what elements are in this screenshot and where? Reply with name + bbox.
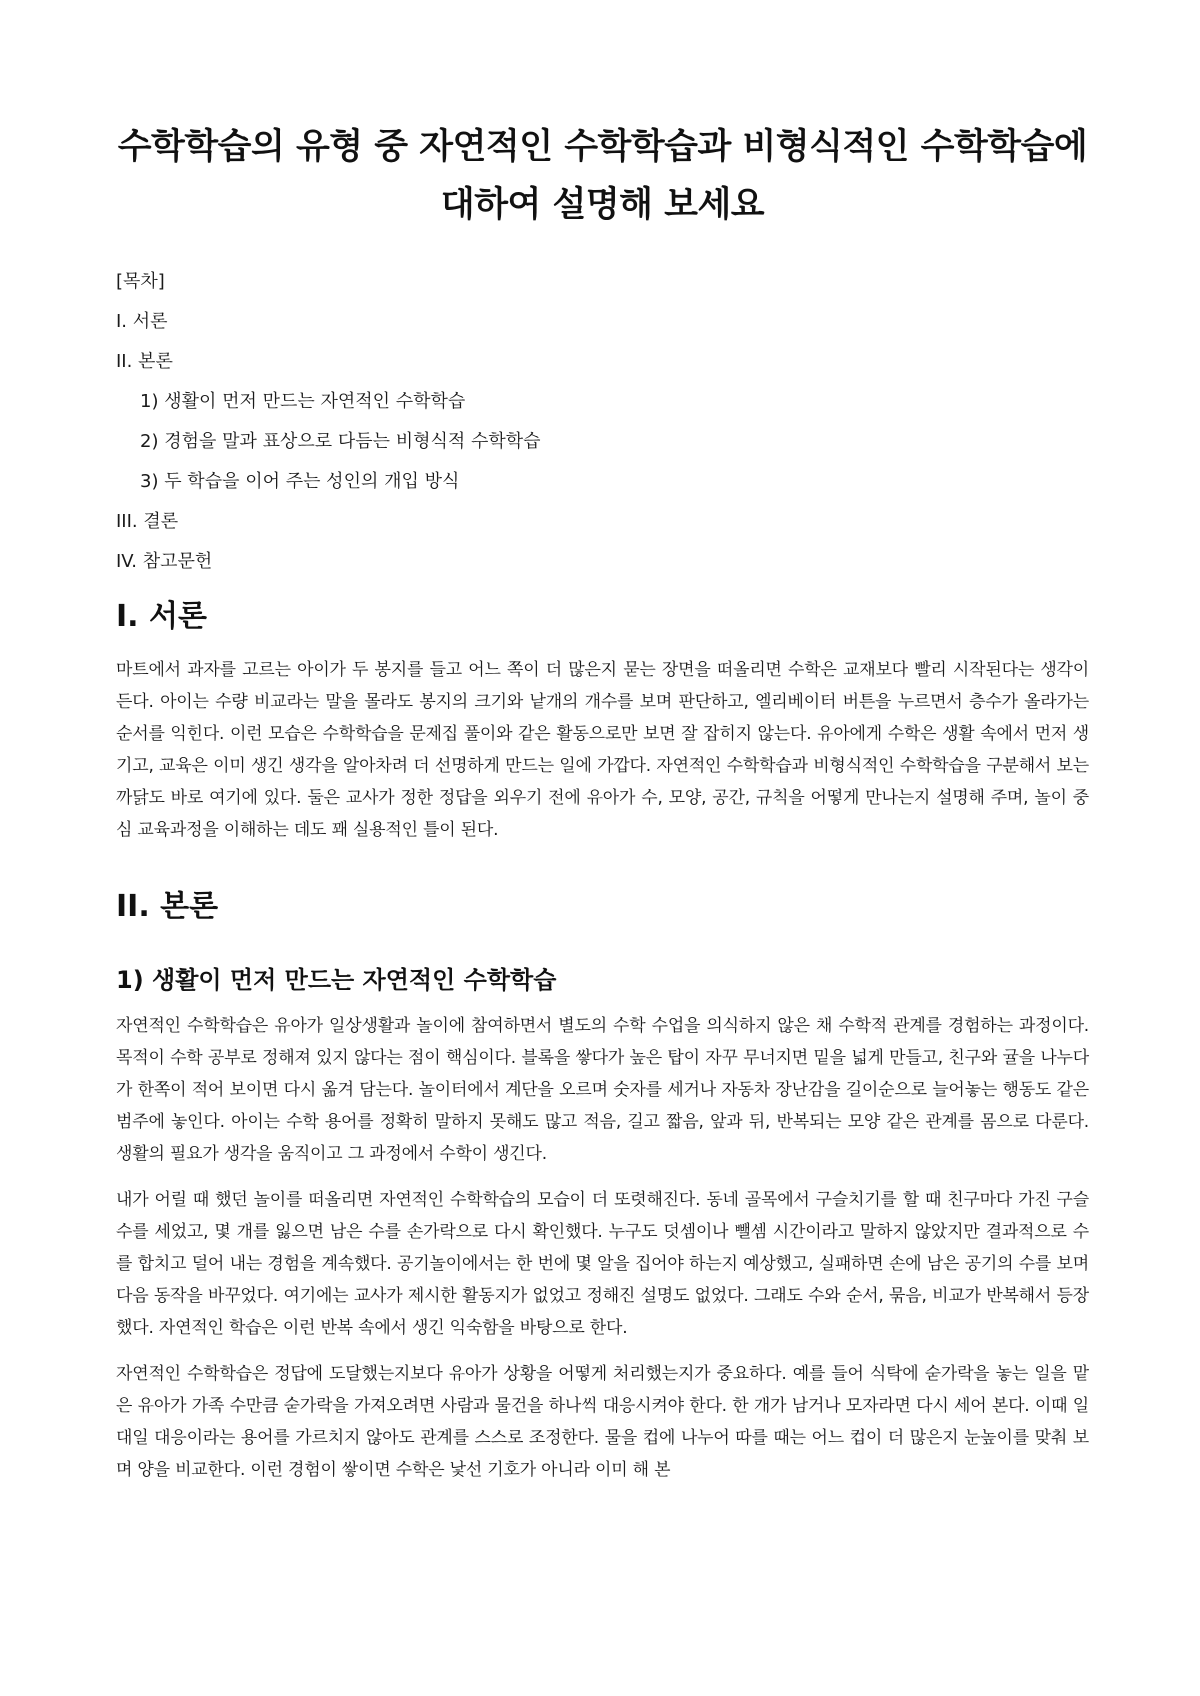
toc-item-body: II. 본론	[116, 351, 173, 372]
subsection-heading-natural-learning: 1) 생활이 먼저 만드는 자연적인 수학학습	[116, 966, 557, 994]
body-paragraph-1: 자연적인 수학학습은 유아가 일상생활과 놀이에 참여하면서 별도의 수학 수업을 의식하지 않은 채 수학적 관계를 경험하는 과정이다. 목적이 수학 공부로 정해져 있지 않다는 점이 핵심이다. 블록을 쌓다가 높은 탑이 자꾸 무너지면 밑을 넓게 만들고, 친구와 귤을 나누다가 한쪽이 적어 보이면 다시 옮겨 담는다. 놀이터에서 계단을 오르며 숫자를 세거나 자동차 장난감을 길이순으로 늘어놓는 행동도 같은 범주에 놓인다. 아이는 수학 용어를 정확히 말하지 못해도 많고 적음, 길고 짧음, 앞과 뒤, 반복되는 모양 같은 관계를 몸으로 다룬다. 생활의 필요가 생각을 움직이고 그 과정에서 수학이 생긴다.	[116, 1016, 1089, 1164]
toc-item-intro: I. 서론	[116, 311, 168, 332]
table-of-contents	[116, 270, 1089, 574]
toc-item-body-2: 2) 경험을 말과 표상으로 다듬는 비형식적 수학학습	[140, 431, 541, 452]
toc-item-references: IV. 참고문헌	[116, 551, 213, 572]
body-paragraph-3: 자연적인 수학학습은 정답에 도달했는지보다 유아가 상황을 어떻게 처리했는지가 중요하다. 예를 들어 식탁에 숟가락을 놓는 일을 맡은 유아가 가족 수만큼 숟가락을 가져오려면 사람과 물건을 하나씩 대응시켜야 한다. 한 개가 남거나 모자라면 다시 세어 본다. 이때 일대일 대응이라는 용어를 가르치지 않아도 관계를 스스로 조정한다. 물을 컵에 나누어 따를 때는 어느 컵이 더 많은지 눈높이를 맞춰 보며 양을 비교한다. 이런 경험이 쌓이면 수학은 낯선 기호가 아니라 이미 해 본	[116, 1364, 1089, 1480]
intro-paragraph: 마트에서 과자를 고르는 아이가 두 봉지를 들고 어느 쪽이 더 많은지 묻는 장면을 떠올리면 수학은 교재보다 빨리 시작된다는 생각이 든다. 아이는 수량 비교라는 말을 몰라도 봉지의 크기와 낱개의 개수를 보며 판단하고, 엘리베이터 버튼을 누르면서 층수가 올라가는 순서를 익힌다. 이런 모습은 수학학습을 문제집 풀이와 같은 활동으로만 보면 잘 잡히지 않는다. 유아에게 수학은 생활 속에서 먼저 생기고, 교육은 이미 생긴 생각을 알아차려 더 선명하게 만드는 일에 가깝다. 자연적인 수학학습과 비형식적인 수학학습을 구분해서 보는 까닭도 바로 여기에 있다. 둘은 교사가 정한 정답을 외우기 전에 유아가 수, 모양, 공간, 규칙을 어떻게 만나는지 설명해 주며, 놀이 중심 교육과정을 이해하는 데도 꽤 실용적인 틀이 된다.	[116, 660, 1089, 840]
body-paragraph-2: 내가 어릴 때 했던 놀이를 떠올리면 자연적인 수학학습의 모습이 더 또렷해진다. 동네 골목에서 구슬치기를 할 때 친구마다 가진 구슬 수를 세었고, 몇 개를 잃으면 남은 수를 손가락으로 다시 확인했다. 누구도 덧셈이나 뺄셈 시간이라고 말하지 않았지만 결과적으로 수를 합치고 덜어 내는 경험을 계속했다. 공기놀이에서는 한 번에 몇 알을 집어야 하는지 예상했고, 실패하면 손에 남은 공기의 수를 보며 다음 동작을 바꾸었다. 여기에는 교사가 제시한 활동지가 없었고 정해진 설명도 없었다. 그래도 수와 순서, 묶음, 비교가 반복해서 등장했다. 자연적인 학습은 이런 반복 속에서 생긴 익숙함을 바탕으로 한다.	[116, 1190, 1089, 1338]
toc-item-conclusion: III. 결론	[116, 511, 179, 532]
section-heading-intro: I. 서론	[116, 599, 207, 634]
toc-item-body-1: 1) 생활이 먼저 만드는 자연적인 수학학습	[140, 391, 466, 412]
document-title: 수학학습의 유형 중 자연적인 수학학습과 비형식적인 수학학습에 대하여 설명해 보세요	[117, 127, 1088, 225]
toc-heading: [목차]	[116, 271, 165, 292]
section-heading-body: II. 본론	[116, 889, 219, 924]
toc-item-body-3: 3) 두 학습을 이어 주는 성인의 개입 방식	[140, 471, 460, 492]
